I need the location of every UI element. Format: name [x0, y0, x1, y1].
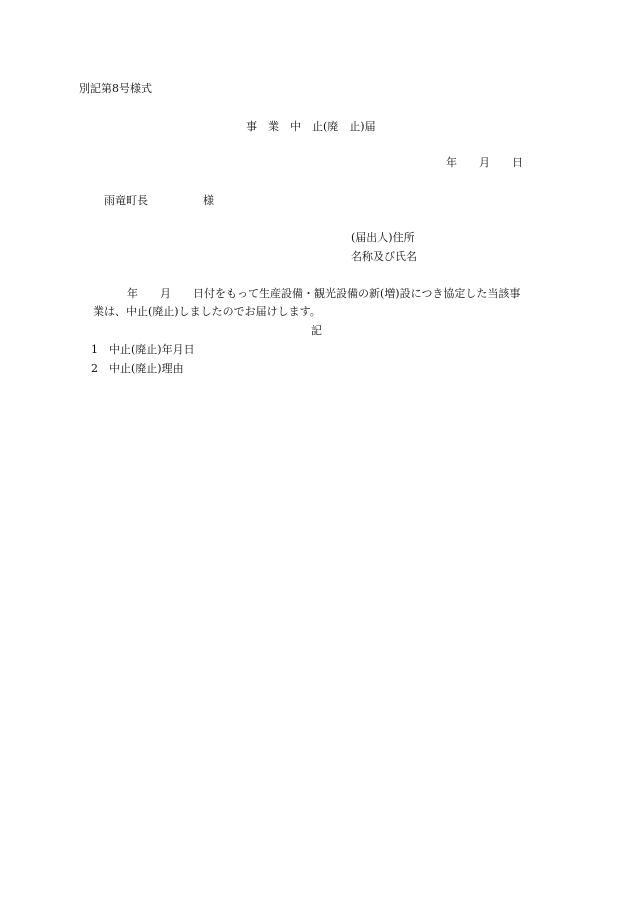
- document-title: 事 業 中 止(廃 止)届: [246, 120, 376, 133]
- body-text-line-2: 業は、中止(廃止)しましたのでお届けします。: [93, 305, 321, 318]
- form-number: 別記第8号様式: [79, 82, 152, 95]
- notifier-name-label: 名称及び氏名: [351, 250, 417, 263]
- body-text-line-1: 年 月 日付をもって生産設備・観光設備の新(増)設につき協定した当該事: [127, 287, 521, 300]
- addressee: 雨竜町長 様: [104, 194, 214, 207]
- ki-heading: 記: [311, 324, 322, 337]
- list-item-suspension-reason: 2 中止(廃止)理由: [91, 362, 184, 375]
- notifier-address-label: (届出人)住所: [351, 231, 415, 244]
- list-item-suspension-date: 1 中止(廃止)年月日: [91, 343, 195, 356]
- date-line: 年 月 日: [446, 156, 523, 169]
